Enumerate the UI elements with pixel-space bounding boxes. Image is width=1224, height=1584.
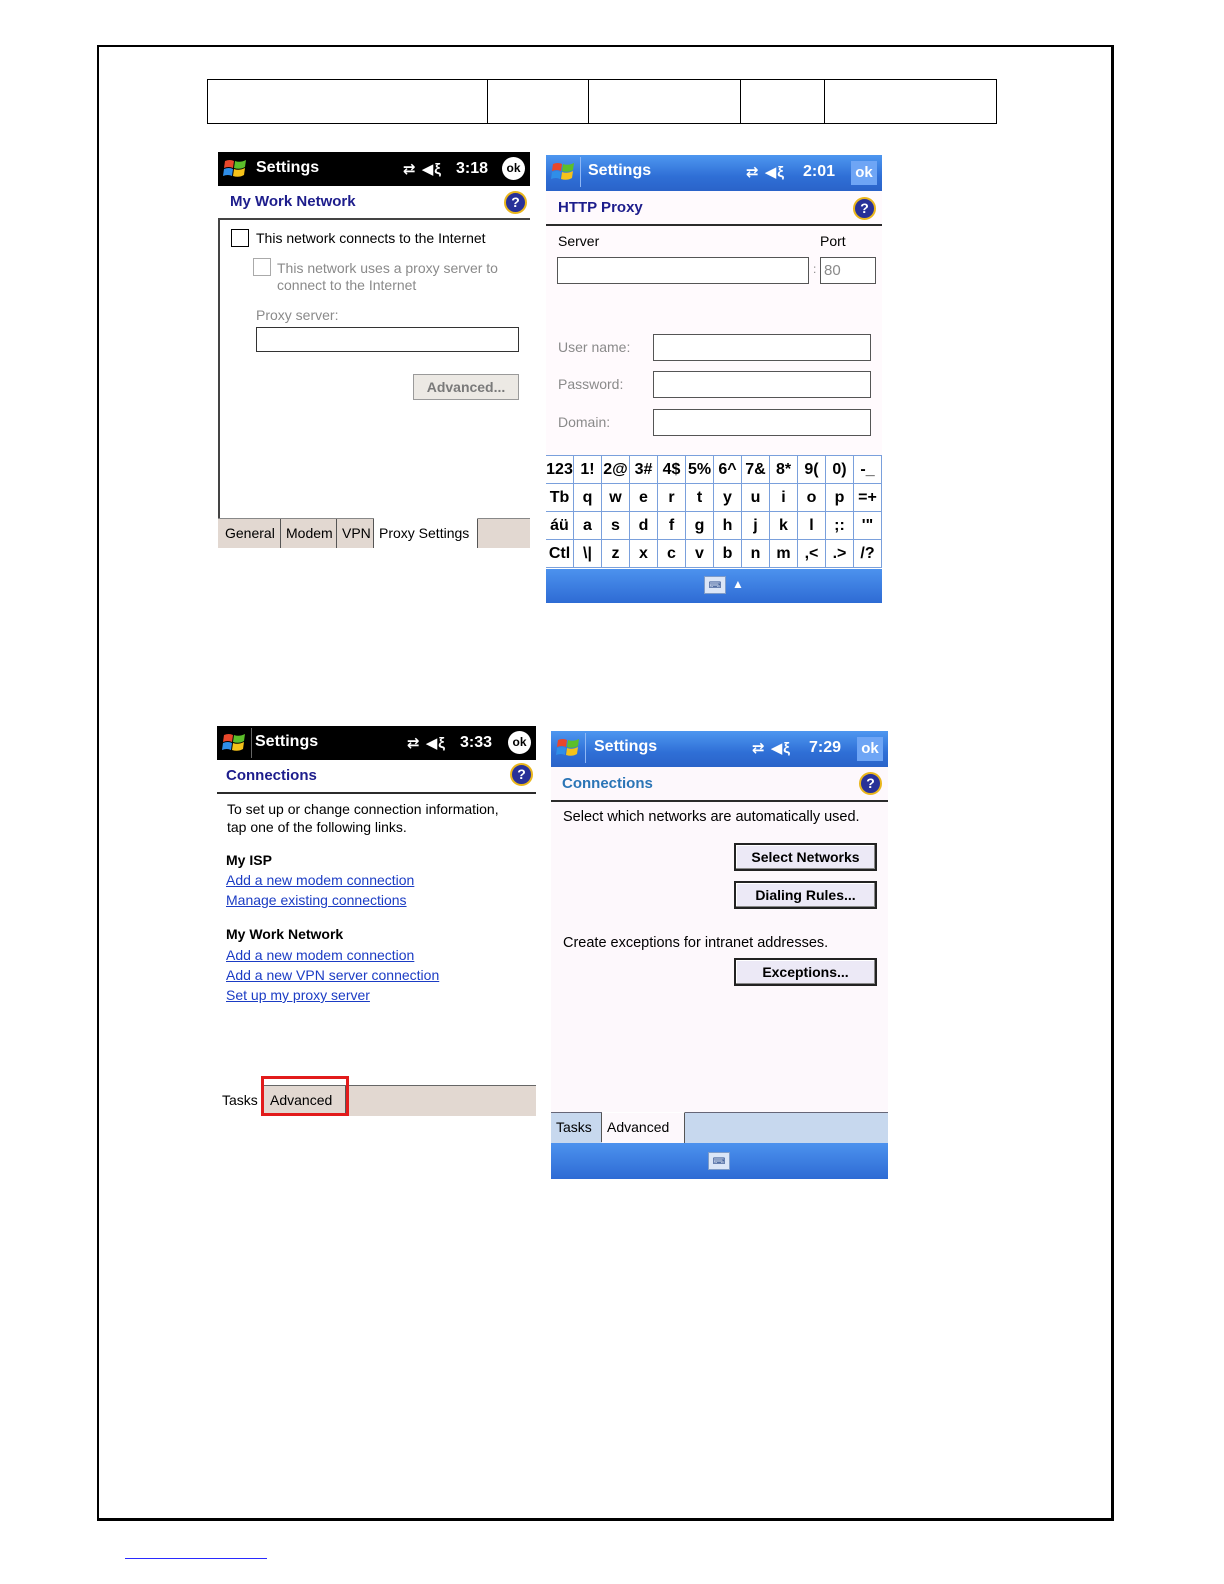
- keyboard-key[interactable]: s: [602, 512, 630, 540]
- keyboard-key[interactable]: j: [742, 512, 770, 540]
- password-input[interactable]: [653, 371, 871, 398]
- keyboard-key[interactable]: k: [770, 512, 798, 540]
- keyboard-key[interactable]: m: [770, 540, 798, 568]
- intro-text-line1: To set up or change connection information,: [227, 801, 499, 817]
- keyboard-key[interactable]: 123: [546, 456, 574, 484]
- page-header: [217, 760, 536, 794]
- select-networks-text: Select which networks are automatically used.: [563, 809, 860, 825]
- title-separator: [580, 157, 581, 187]
- windows-start-icon[interactable]: [550, 160, 576, 184]
- domain-input[interactable]: [653, 409, 871, 436]
- window-title: Settings: [594, 738, 658, 755]
- keyboard-key[interactable]: n: [742, 540, 770, 568]
- header-cell: [208, 80, 488, 124]
- keyboard-icon[interactable]: ⌨: [704, 576, 726, 594]
- page-title: HTTP Proxy: [558, 199, 643, 216]
- help-icon[interactable]: ?: [504, 191, 527, 214]
- tab-bar: [218, 518, 530, 548]
- keyboard-row: [546, 512, 882, 540]
- title-bar: [546, 155, 882, 191]
- keyboard-key[interactable]: g: [686, 512, 714, 540]
- internet-checkbox-label: This network connects to the Internet: [256, 230, 486, 246]
- select-networks-button[interactable]: Select Networks: [734, 843, 877, 871]
- keyboard-key[interactable]: d: [630, 512, 658, 540]
- keyboard-key[interactable]: Tb: [546, 484, 574, 512]
- keyboard-key[interactable]: áü: [546, 512, 574, 540]
- keyboard-key[interactable]: f: [658, 512, 686, 540]
- screenshot-connections-tasks: [217, 726, 536, 1116]
- footer-line: [125, 1558, 267, 1559]
- clock-time[interactable]: 3:33: [460, 734, 493, 751]
- keyboard-key[interactable]: p: [826, 484, 854, 512]
- clock-time[interactable]: 2:01: [803, 163, 836, 180]
- keyboard-key[interactable]: -_: [854, 456, 882, 484]
- connectivity-volume-icon[interactable]: ⇄ ◀ξ: [752, 740, 791, 757]
- keyboard-key[interactable]: 8*: [770, 456, 798, 484]
- document-header-table: [207, 79, 997, 124]
- keyboard-key[interactable]: '": [854, 512, 882, 540]
- ok-button[interactable]: ok: [851, 161, 877, 185]
- keyboard-key[interactable]: 5%: [686, 456, 714, 484]
- page-header: [546, 192, 882, 226]
- isp-manage-connections-link[interactable]: Manage existing connections: [226, 892, 407, 908]
- keyboard-row: [546, 456, 882, 484]
- title-bar: [551, 731, 888, 767]
- proxy-checkbox[interactable]: [253, 258, 271, 276]
- domain-label: Domain:: [558, 414, 611, 430]
- proxy-checkbox-label-line2: connect to the Internet: [277, 277, 417, 293]
- keyboard-key[interactable]: =+: [854, 484, 882, 512]
- windows-start-icon[interactable]: [555, 736, 581, 760]
- header-cell: [488, 80, 589, 124]
- connectivity-volume-icon[interactable]: ⇄ ◀ξ: [403, 161, 442, 178]
- connectivity-volume-icon[interactable]: ⇄ ◀ξ: [407, 735, 446, 752]
- window-title: Settings: [255, 733, 319, 750]
- keyboard-key[interactable]: 1!: [574, 456, 602, 484]
- keyboard-key[interactable]: z: [602, 540, 630, 568]
- internet-checkbox[interactable]: [231, 229, 249, 247]
- username-input[interactable]: [653, 334, 871, 361]
- port-label: Port: [820, 233, 846, 249]
- keyboard-key[interactable]: o: [798, 484, 826, 512]
- proxy-checkbox-label-line1: This network uses a proxy server to: [277, 260, 498, 276]
- ok-button[interactable]: ok: [857, 737, 883, 761]
- port-colon: :: [813, 262, 817, 276]
- keyboard-key[interactable]: i: [770, 484, 798, 512]
- exceptions-button[interactable]: Exceptions...: [734, 958, 877, 986]
- page-header: [218, 186, 530, 220]
- keyboard-key[interactable]: /?: [854, 540, 882, 568]
- keyboard-key[interactable]: Ctl: [546, 540, 574, 568]
- title-bar: [217, 726, 536, 760]
- clock-time[interactable]: 7:29: [809, 739, 842, 756]
- window-title: Settings: [256, 159, 320, 176]
- clock-time[interactable]: 3:18: [456, 160, 489, 177]
- tab-tasks[interactable]: Tasks: [551, 1113, 602, 1142]
- tab-proxy-settings[interactable]: Proxy Settings: [374, 518, 478, 548]
- keyboard-key[interactable]: 9(: [798, 456, 826, 484]
- header-cell: [825, 80, 997, 124]
- proxy-server-input[interactable]: [256, 327, 519, 352]
- tab-vpn[interactable]: VPN: [337, 519, 374, 548]
- screenshot-connections-advanced: [551, 731, 888, 1179]
- work-proxy-server-link[interactable]: Set up my proxy server: [226, 987, 370, 1003]
- keyboard-key[interactable]: .>: [826, 540, 854, 568]
- help-icon[interactable]: ?: [510, 763, 533, 786]
- username-label: User name:: [558, 339, 631, 355]
- proxy-server-label: Proxy server:: [256, 307, 339, 323]
- keyboard-key[interactable]: v: [686, 540, 714, 568]
- my-work-network-heading: My Work Network: [226, 926, 344, 942]
- tab-general[interactable]: General: [220, 519, 281, 548]
- keyboard-key[interactable]: ;:: [826, 512, 854, 540]
- help-icon[interactable]: ?: [859, 772, 882, 795]
- port-input[interactable]: [820, 257, 876, 284]
- server-label: Server: [558, 233, 600, 249]
- password-label: Password:: [558, 376, 624, 392]
- page-header: [551, 768, 888, 802]
- keyboard-key[interactable]: h: [714, 512, 742, 540]
- title-separator: [585, 733, 586, 763]
- input-panel-bar: [546, 569, 882, 603]
- keyboard-key[interactable]: 4$: [658, 456, 686, 484]
- keyboard-row: [546, 484, 882, 512]
- keyboard-key[interactable]: c: [658, 540, 686, 568]
- highlight-box: [261, 1076, 349, 1116]
- keyboard-key[interactable]: r: [658, 484, 686, 512]
- header-cell: [741, 80, 825, 124]
- title-bar: [218, 152, 530, 186]
- intro-text-line2: tap one of the following links.: [227, 819, 407, 835]
- keyboard-row: [546, 540, 882, 568]
- ok-button[interactable]: ok: [508, 731, 531, 754]
- keyboard-key[interactable]: \|: [574, 540, 602, 568]
- keyboard-key[interactable]: 7&: [742, 456, 770, 484]
- keyboard-key[interactable]: t: [686, 484, 714, 512]
- dialing-rules-button[interactable]: Dialing Rules...: [734, 881, 877, 909]
- keyboard-key[interactable]: b: [714, 540, 742, 568]
- soft-keyboard: [546, 455, 882, 571]
- tab-advanced[interactable]: Advanced: [602, 1112, 685, 1143]
- work-add-vpn-link[interactable]: Add a new VPN server connection: [226, 967, 440, 983]
- page-title: Connections: [226, 767, 317, 784]
- keyboard-key[interactable]: l: [798, 512, 826, 540]
- tab-tasks[interactable]: Tasks: [217, 1085, 261, 1116]
- windows-start-icon[interactable]: [222, 157, 248, 181]
- port-value: 80: [824, 262, 841, 279]
- work-add-modem-link[interactable]: Add a new modem connection: [226, 947, 415, 963]
- left-border: [218, 220, 220, 548]
- keyboard-icon[interactable]: ⌨: [708, 1152, 730, 1170]
- keyboard-key[interactable]: x: [630, 540, 658, 568]
- keyboard-key[interactable]: u: [742, 484, 770, 512]
- keyboard-key[interactable]: q: [574, 484, 602, 512]
- isp-add-modem-link[interactable]: Add a new modem connection: [226, 872, 415, 888]
- keyboard-key[interactable]: 0): [826, 456, 854, 484]
- keyboard-key[interactable]: w: [602, 484, 630, 512]
- keyboard-key[interactable]: e: [630, 484, 658, 512]
- connectivity-volume-icon[interactable]: ⇄ ◀ξ: [746, 164, 785, 181]
- screenshot-my-work-network: [218, 152, 530, 548]
- exceptions-text: Create exceptions for intranet addresses.: [563, 935, 829, 951]
- keyboard-key[interactable]: 6^: [714, 456, 742, 484]
- windows-start-icon[interactable]: [221, 731, 247, 755]
- page-title: My Work Network: [230, 193, 356, 210]
- title-separator: [251, 728, 252, 758]
- input-panel-bar: [551, 1143, 888, 1179]
- tab-advanced[interactable]: Advanced: [265, 1086, 346, 1115]
- help-icon[interactable]: ?: [853, 197, 876, 220]
- keyboard-key[interactable]: 2@: [602, 456, 630, 484]
- screenshot-http-proxy: [546, 155, 882, 603]
- server-input[interactable]: [557, 257, 809, 284]
- ok-button[interactable]: ok: [502, 157, 525, 180]
- keyboard-key[interactable]: ,<: [798, 540, 826, 568]
- window-title: Settings: [588, 162, 652, 179]
- keyboard-key[interactable]: y: [714, 484, 742, 512]
- tab-bar: [551, 1112, 888, 1143]
- header-cell: [589, 80, 741, 124]
- input-arrow-icon[interactable]: ▲: [732, 577, 744, 591]
- advanced-button[interactable]: Advanced...: [413, 374, 519, 400]
- page-title: Connections: [562, 775, 653, 792]
- keyboard-key[interactable]: 3#: [630, 456, 658, 484]
- keyboard-key[interactable]: a: [574, 512, 602, 540]
- tab-modem[interactable]: Modem: [281, 519, 337, 548]
- my-isp-heading: My ISP: [226, 852, 272, 868]
